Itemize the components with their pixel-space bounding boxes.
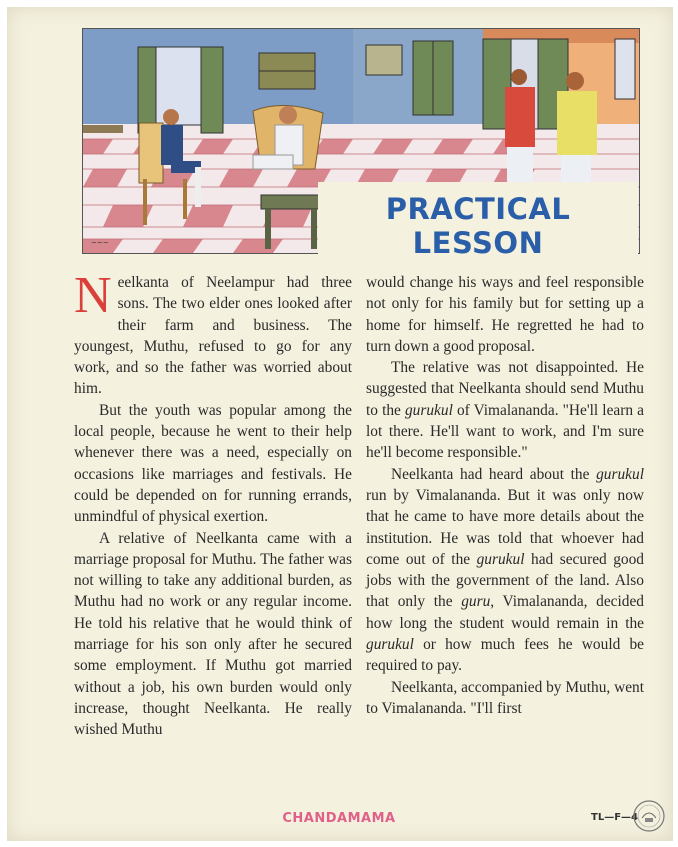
paragraph-4-text: would change his ways and feel responsible not only for his family but for setting up a home for himself. He regretted he had to turn down a good proposal. xyxy=(366,274,644,355)
italic-word: gurukul xyxy=(404,401,453,419)
paragraph-6-text-d: , Vimalananda, decided how long the student would remain in the xyxy=(366,593,645,632)
left-column xyxy=(74,267,352,741)
paragraph-4 xyxy=(366,272,644,357)
paragraph-1 xyxy=(74,267,352,400)
paragraph-6-text-e: or how much fees he would be required to pay. xyxy=(366,636,644,675)
paragraph-6 xyxy=(366,464,644,677)
paragraph-1-text: eelkanta of Neelampur had three sons. The two elder ones looked after their farm and business. The youngest, Muthu, refused to go for any work, and so the father was worried about him. xyxy=(74,274,352,398)
paragraph-3-text: A relative of Neelkanta came with a marriage proposal for Muthu. The father was not willing to take any additional burden, as Muthu had no work or any regular income. He told his relative that he would think of marriage for his son only after he secured some employment. If Muthu got married without a job, his own burden would only increase, thought Neelkanta. He really wished Muthu xyxy=(74,529,352,739)
paragraph-6-text-a: Neelkanta had heard about the xyxy=(391,465,597,483)
paragraph-5-text-a: The relative was not disappointed. He suggested that Neelkanta should send Muthu to the xyxy=(366,359,644,419)
story-title-text: PRACTICAL LESSON xyxy=(385,192,571,260)
svg-text:~~~: ~~~ xyxy=(91,239,109,247)
story-title xyxy=(318,192,638,260)
paragraph-2-text: But the youth was popular among the local people, because he went to their help whenever there was a need, especially on occasions like marriages and festivals. He could be depended on for running errands, unmindful of physical exertion. xyxy=(74,401,352,526)
paragraph-2 xyxy=(74,400,352,528)
paragraph-5 xyxy=(366,357,644,463)
paragraph-6-text-c: had secured good jobs with the government of the land. Also that only the xyxy=(366,550,644,611)
italic-word: guru xyxy=(461,593,491,611)
paragraph-7 xyxy=(366,677,644,720)
paragraph-6-text-b: run by Vimalananda. But it was only now that he came to have more details about the institution. He was told that whoever had come out of the xyxy=(366,486,644,568)
library-stamp-icon xyxy=(631,798,667,834)
footer-magazine-name: CHANDAMAMA xyxy=(282,811,396,826)
italic-word: gurukul xyxy=(476,550,525,568)
footer-page-code: TL—F—4 xyxy=(591,812,638,823)
right-column xyxy=(366,272,644,719)
paragraph-3 xyxy=(74,528,352,741)
italic-word: gurukul xyxy=(596,465,644,483)
italic-word: gurukul xyxy=(366,636,414,654)
drop-cap: N xyxy=(74,267,112,324)
paragraph-5-text-b: of Vimalananda. "He'll learn a lot there. He'll want to work, and I'm sure he'll become responsible." xyxy=(366,401,644,462)
paragraph-7-text: Neelkanta, accompanied by Muthu, went to Vimalananda. "I'll first xyxy=(366,678,645,717)
